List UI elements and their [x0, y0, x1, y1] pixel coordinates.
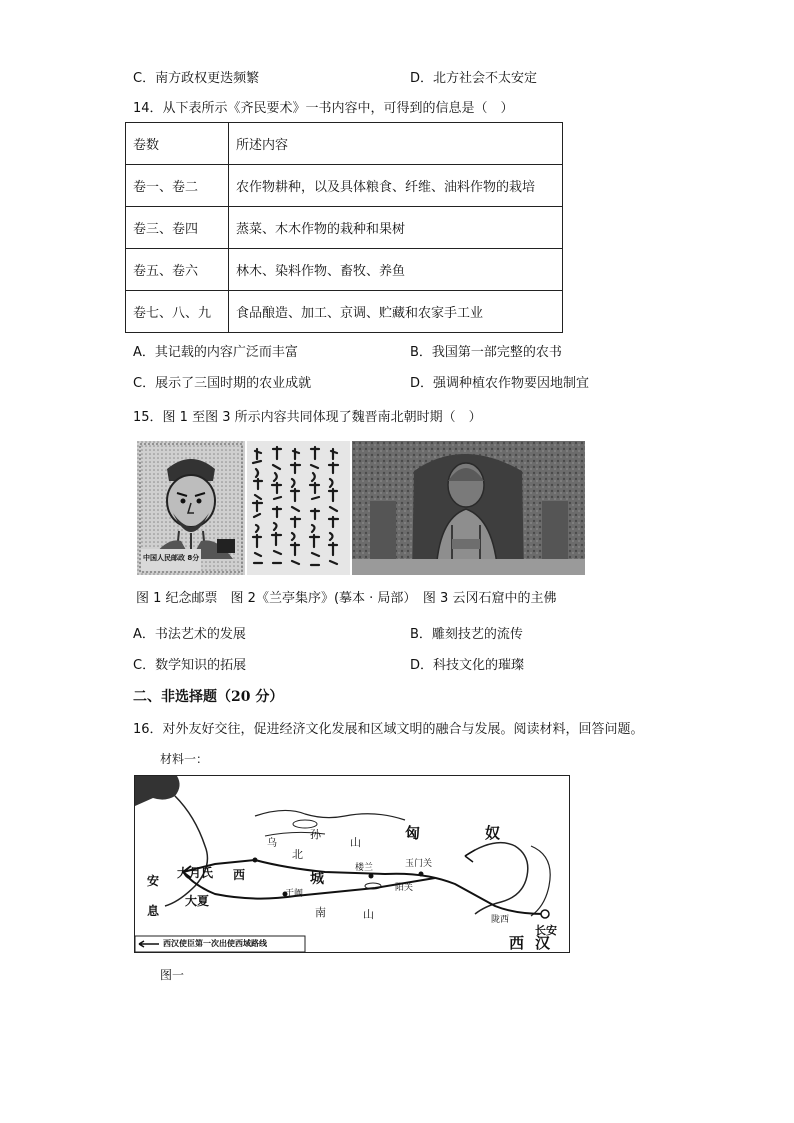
map-label: 城	[310, 871, 324, 887]
q14-option-b: B．我国第一部完整的农书	[410, 345, 562, 360]
figure-3-buddha-image	[352, 441, 585, 575]
map-label: 息	[147, 904, 160, 918]
table-cell: 卷五、卷六	[126, 249, 229, 291]
map-label: 西	[233, 868, 246, 882]
table-header-cell: 所述内容	[229, 123, 563, 165]
q13-option-d: D．北方社会不太安定	[410, 71, 538, 86]
table-cell: 卷三、卷四	[126, 207, 229, 249]
q15-option-d: D．科技文化的璀璨	[410, 658, 525, 673]
figure-1-stamp-image	[137, 441, 245, 575]
map-label: 阳关	[395, 883, 414, 893]
q15-option-a: A．书法艺术的发展	[133, 627, 246, 642]
silk-road-map	[134, 775, 570, 953]
q13-option-c: C．南方政权更迭频繁	[133, 71, 260, 86]
q14-stem: 14．从下表所示《齐民要术》一书内容中，可得到的信息是（ ）	[133, 101, 514, 116]
map-label: 汉	[535, 934, 551, 952]
map-label: 大月氏	[177, 866, 214, 880]
table-row	[126, 249, 563, 291]
table-cell: 林木、染料作物、畜牧、养鱼	[229, 249, 563, 291]
map-label: 奴	[485, 824, 501, 842]
stamp-caption: 中国人民邮政 8分	[143, 554, 200, 562]
table-header-row	[126, 123, 563, 165]
q14-option-a: A．其记载的内容广泛而丰富	[133, 345, 298, 360]
map-label: 山	[363, 908, 374, 921]
q16-material-label: 材料一：	[160, 752, 209, 766]
table-header-cell: 卷数	[126, 123, 229, 165]
q15-figure-caption: 图 1 纪念邮票 图 2《兰亭集序》(摹本 · 局部） 图 3 云冈石窟中的主佛	[136, 591, 557, 606]
map-label: 孙	[310, 828, 321, 841]
table-cell: 蒸菜、木木作物的栽种和果树	[229, 207, 563, 249]
q14-option-c: C．展示了三国时期的农业成就	[133, 376, 312, 391]
figure-2-calligraphy-image	[247, 441, 350, 575]
q15-option-c: C．数学知识的拓展	[133, 658, 247, 673]
calligraphy-icon	[247, 441, 350, 575]
map-label: 长安	[535, 924, 557, 937]
buddha-statue-icon	[352, 441, 585, 575]
q14-option-d: D．强调种植农作物要因地制宜	[410, 376, 590, 391]
map-label: 西	[509, 934, 525, 952]
q15-stem: 15．图 1 至图 3 所示内容共同体现了魏晋南北朝时期（ ）	[133, 410, 482, 425]
map-label: 安	[147, 874, 160, 888]
map-label: 山	[350, 836, 361, 849]
table-row	[126, 207, 563, 249]
map-label: 陇西	[491, 915, 510, 925]
q16-figure-label: 图一	[160, 968, 185, 982]
table-cell: 食品酿造、加工、京调、贮藏和农家手工业	[229, 291, 563, 333]
table-cell: 卷七、八、九	[126, 291, 229, 333]
map-label: 乌	[267, 838, 277, 849]
table-row	[126, 291, 563, 333]
map-legend-label: 西汉使臣第一次出使西域路线	[163, 939, 267, 948]
map-label: 玉门关	[405, 859, 433, 869]
q16-stem: 16．对外友好交往，促进经济文化发展和区域文明的融合与发展。阅读材料，回答问题。	[133, 722, 644, 737]
q14-table	[125, 122, 563, 333]
map-label: 于阗	[285, 889, 304, 899]
q15-option-b: B．雕刻技艺的流传	[410, 627, 523, 642]
map-label: 南	[315, 906, 326, 919]
table-cell: 农作物耕种，以及具体粮食、纤维、油料作物的栽培	[229, 165, 563, 207]
section-title: 二、非选择题（20 分）	[133, 689, 284, 705]
table-cell: 卷一、卷二	[126, 165, 229, 207]
table-row	[126, 165, 563, 207]
map-label: 匈	[405, 824, 421, 842]
map-label: 北	[292, 848, 303, 861]
map-label: 楼兰	[355, 863, 374, 873]
map-label: 大夏	[185, 894, 210, 908]
